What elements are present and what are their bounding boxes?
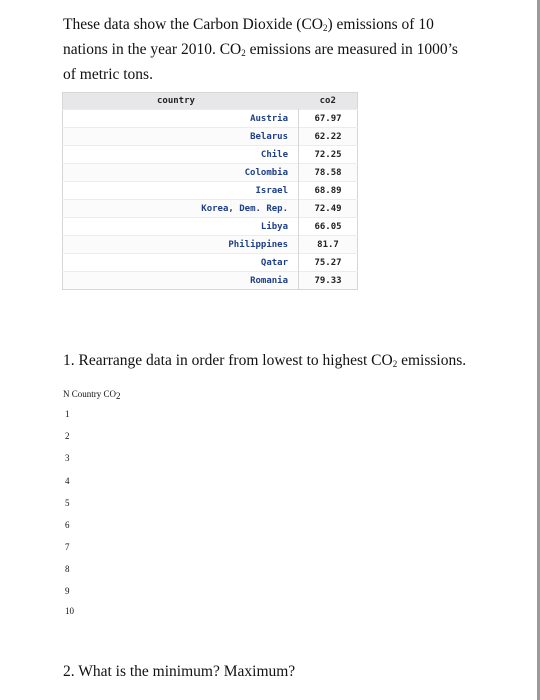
cell-country: Colombia (63, 164, 299, 182)
header-country: country (63, 93, 299, 110)
table-row (63, 254, 358, 272)
cell-co2: 78.58 (299, 164, 358, 182)
intro-line3: of metric tons. (63, 66, 153, 83)
cell-country: Austria (63, 110, 299, 128)
answer-row-number: 4 (65, 476, 70, 486)
cell-country: Libya (63, 218, 299, 236)
answer-row-number: 7 (65, 542, 70, 552)
table-row (63, 236, 358, 254)
answer-row-number: 9 (65, 586, 70, 596)
intro-paragraph (63, 14, 483, 85)
cell-co2: 75.27 (299, 254, 358, 272)
emissions-table (62, 92, 358, 290)
answer-row-number: 5 (65, 498, 70, 508)
table-row (63, 182, 358, 200)
table-row (63, 146, 358, 164)
table-row (63, 218, 358, 236)
answer-row-number: 3 (65, 453, 70, 463)
cell-co2: 66.05 (299, 218, 358, 236)
table-header-row (63, 93, 358, 110)
cell-co2: 62.22 (299, 128, 358, 146)
intro-line1: These data show the Carbon Dioxide $(CO_2)$ emissions of 10 (63, 16, 434, 33)
cell-country: Qatar (63, 254, 299, 272)
answer-row-number: 6 (65, 520, 70, 530)
header-co2: co2 (299, 93, 358, 110)
table-row (63, 200, 358, 218)
answer-row-number: 2 (65, 431, 70, 441)
cell-co2: 79.33 (299, 272, 358, 290)
answer-row-number: 1 (65, 409, 70, 419)
cell-country: Belarus (63, 128, 299, 146)
table-row (63, 164, 358, 182)
cell-co2: 81.7 (299, 236, 358, 254)
answer-row-number: 8 (65, 564, 70, 574)
table-row (63, 110, 358, 128)
cell-co2: 68.89 (299, 182, 358, 200)
table-row (63, 272, 358, 290)
question-1: 1. Rearrange data in order from lowest to highest $CO_2$ emissions. (63, 352, 467, 369)
cell-country: Korea, Dem. Rep. (63, 200, 299, 218)
answer-row-number: 10 (65, 606, 74, 616)
cell-co2: 72.49 (299, 200, 358, 218)
cell-country: Chile (63, 146, 299, 164)
table-row (63, 128, 358, 146)
cell-country: Romania (63, 272, 299, 290)
cell-country: Philippines (63, 236, 299, 254)
cell-co2: 67.97 (299, 110, 358, 128)
cell-country: Israel (63, 182, 299, 200)
cell-co2: 72.25 (299, 146, 358, 164)
answer-list-header: N Country $CO_2$ (63, 389, 121, 401)
question-2: 2. What is the minimum? Maximum? (63, 663, 296, 680)
intro-line2: nations in the year 2010. $CO_2$ emissions are measured in 1000’s (63, 41, 458, 58)
